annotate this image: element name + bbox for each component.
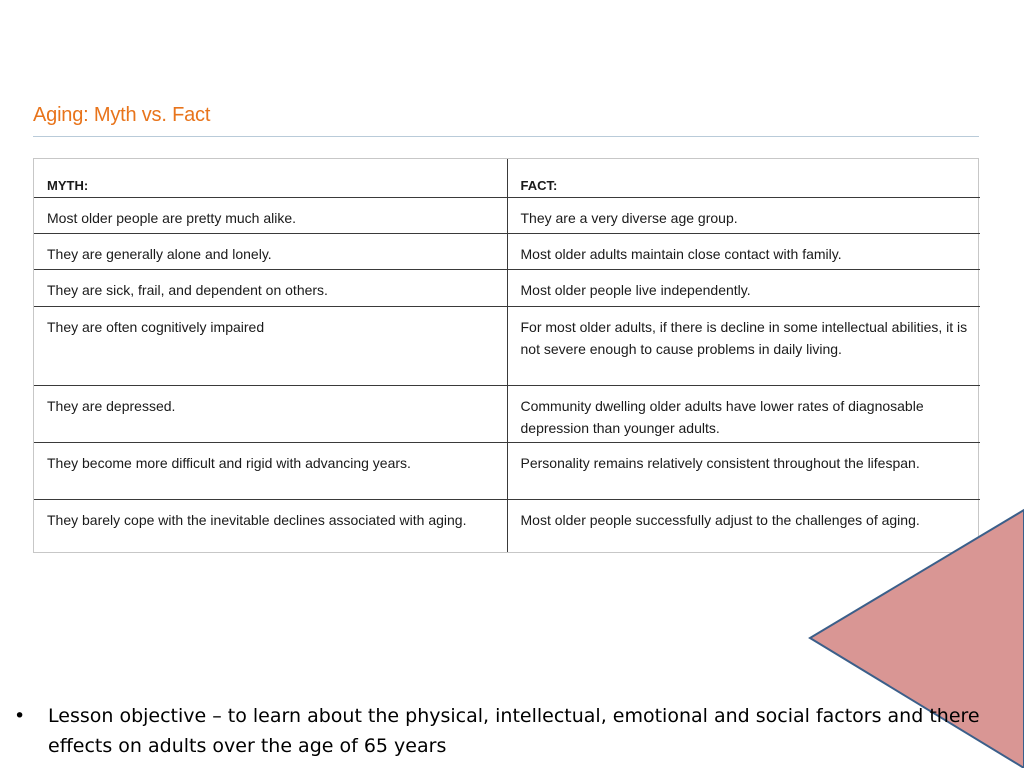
table-row <box>34 307 980 386</box>
myth-cell: They become more difficult and rigid with advancing years. <box>34 443 507 500</box>
table-row <box>34 270 980 307</box>
myth-cell: They barely cope with the inevitable declines associated with aging. <box>34 500 507 553</box>
table-row <box>34 443 980 500</box>
myth-cell: Most older people are pretty much alike. <box>34 198 507 234</box>
myth-cell: They are sick, frail, and dependent on others. <box>34 270 507 307</box>
table-row <box>34 386 980 443</box>
myth-header: MYTH: <box>34 159 507 198</box>
myth-cell: They are depressed. <box>34 386 507 443</box>
table-header-row <box>34 159 980 198</box>
table-row <box>34 198 980 234</box>
lesson-objective-text: Lesson objective – to learn about the physical, intellectual, emotional and social factors and there effects on adults over the age of 65 years <box>48 705 980 757</box>
fact-cell: They are a very diverse age group. <box>507 198 980 234</box>
bullet-marker: • <box>14 705 26 727</box>
fact-cell: Most older people successfully adjust to the challenges of aging. <box>520 512 920 528</box>
table-title: Aging: Myth vs. Fact <box>33 104 211 126</box>
lesson-objective <box>14 701 1004 761</box>
title-divider <box>33 136 979 137</box>
fact-cell: For most older adults, if there is decline in some intellectual abilities, it is not severe enough to cause problems in daily living. <box>507 307 980 386</box>
myth-fact-grid <box>34 159 980 552</box>
myth-cell: They are generally alone and lonely. <box>34 234 507 270</box>
fact-header: FACT: <box>507 159 980 198</box>
fact-cell: Community dwelling older adults have lower rates of diagnosable depression than younger adults. <box>507 386 980 443</box>
fact-cell: Most older people live independently. <box>507 270 980 307</box>
fact-cell: Most older adults maintain close contact with family. <box>507 234 980 270</box>
myth-cell: They are often cognitively impaired <box>34 307 507 386</box>
myth-fact-table <box>33 158 979 553</box>
fact-cell: Personality remains relatively consistent throughout the lifespan. <box>507 443 980 500</box>
table-row <box>34 234 980 270</box>
